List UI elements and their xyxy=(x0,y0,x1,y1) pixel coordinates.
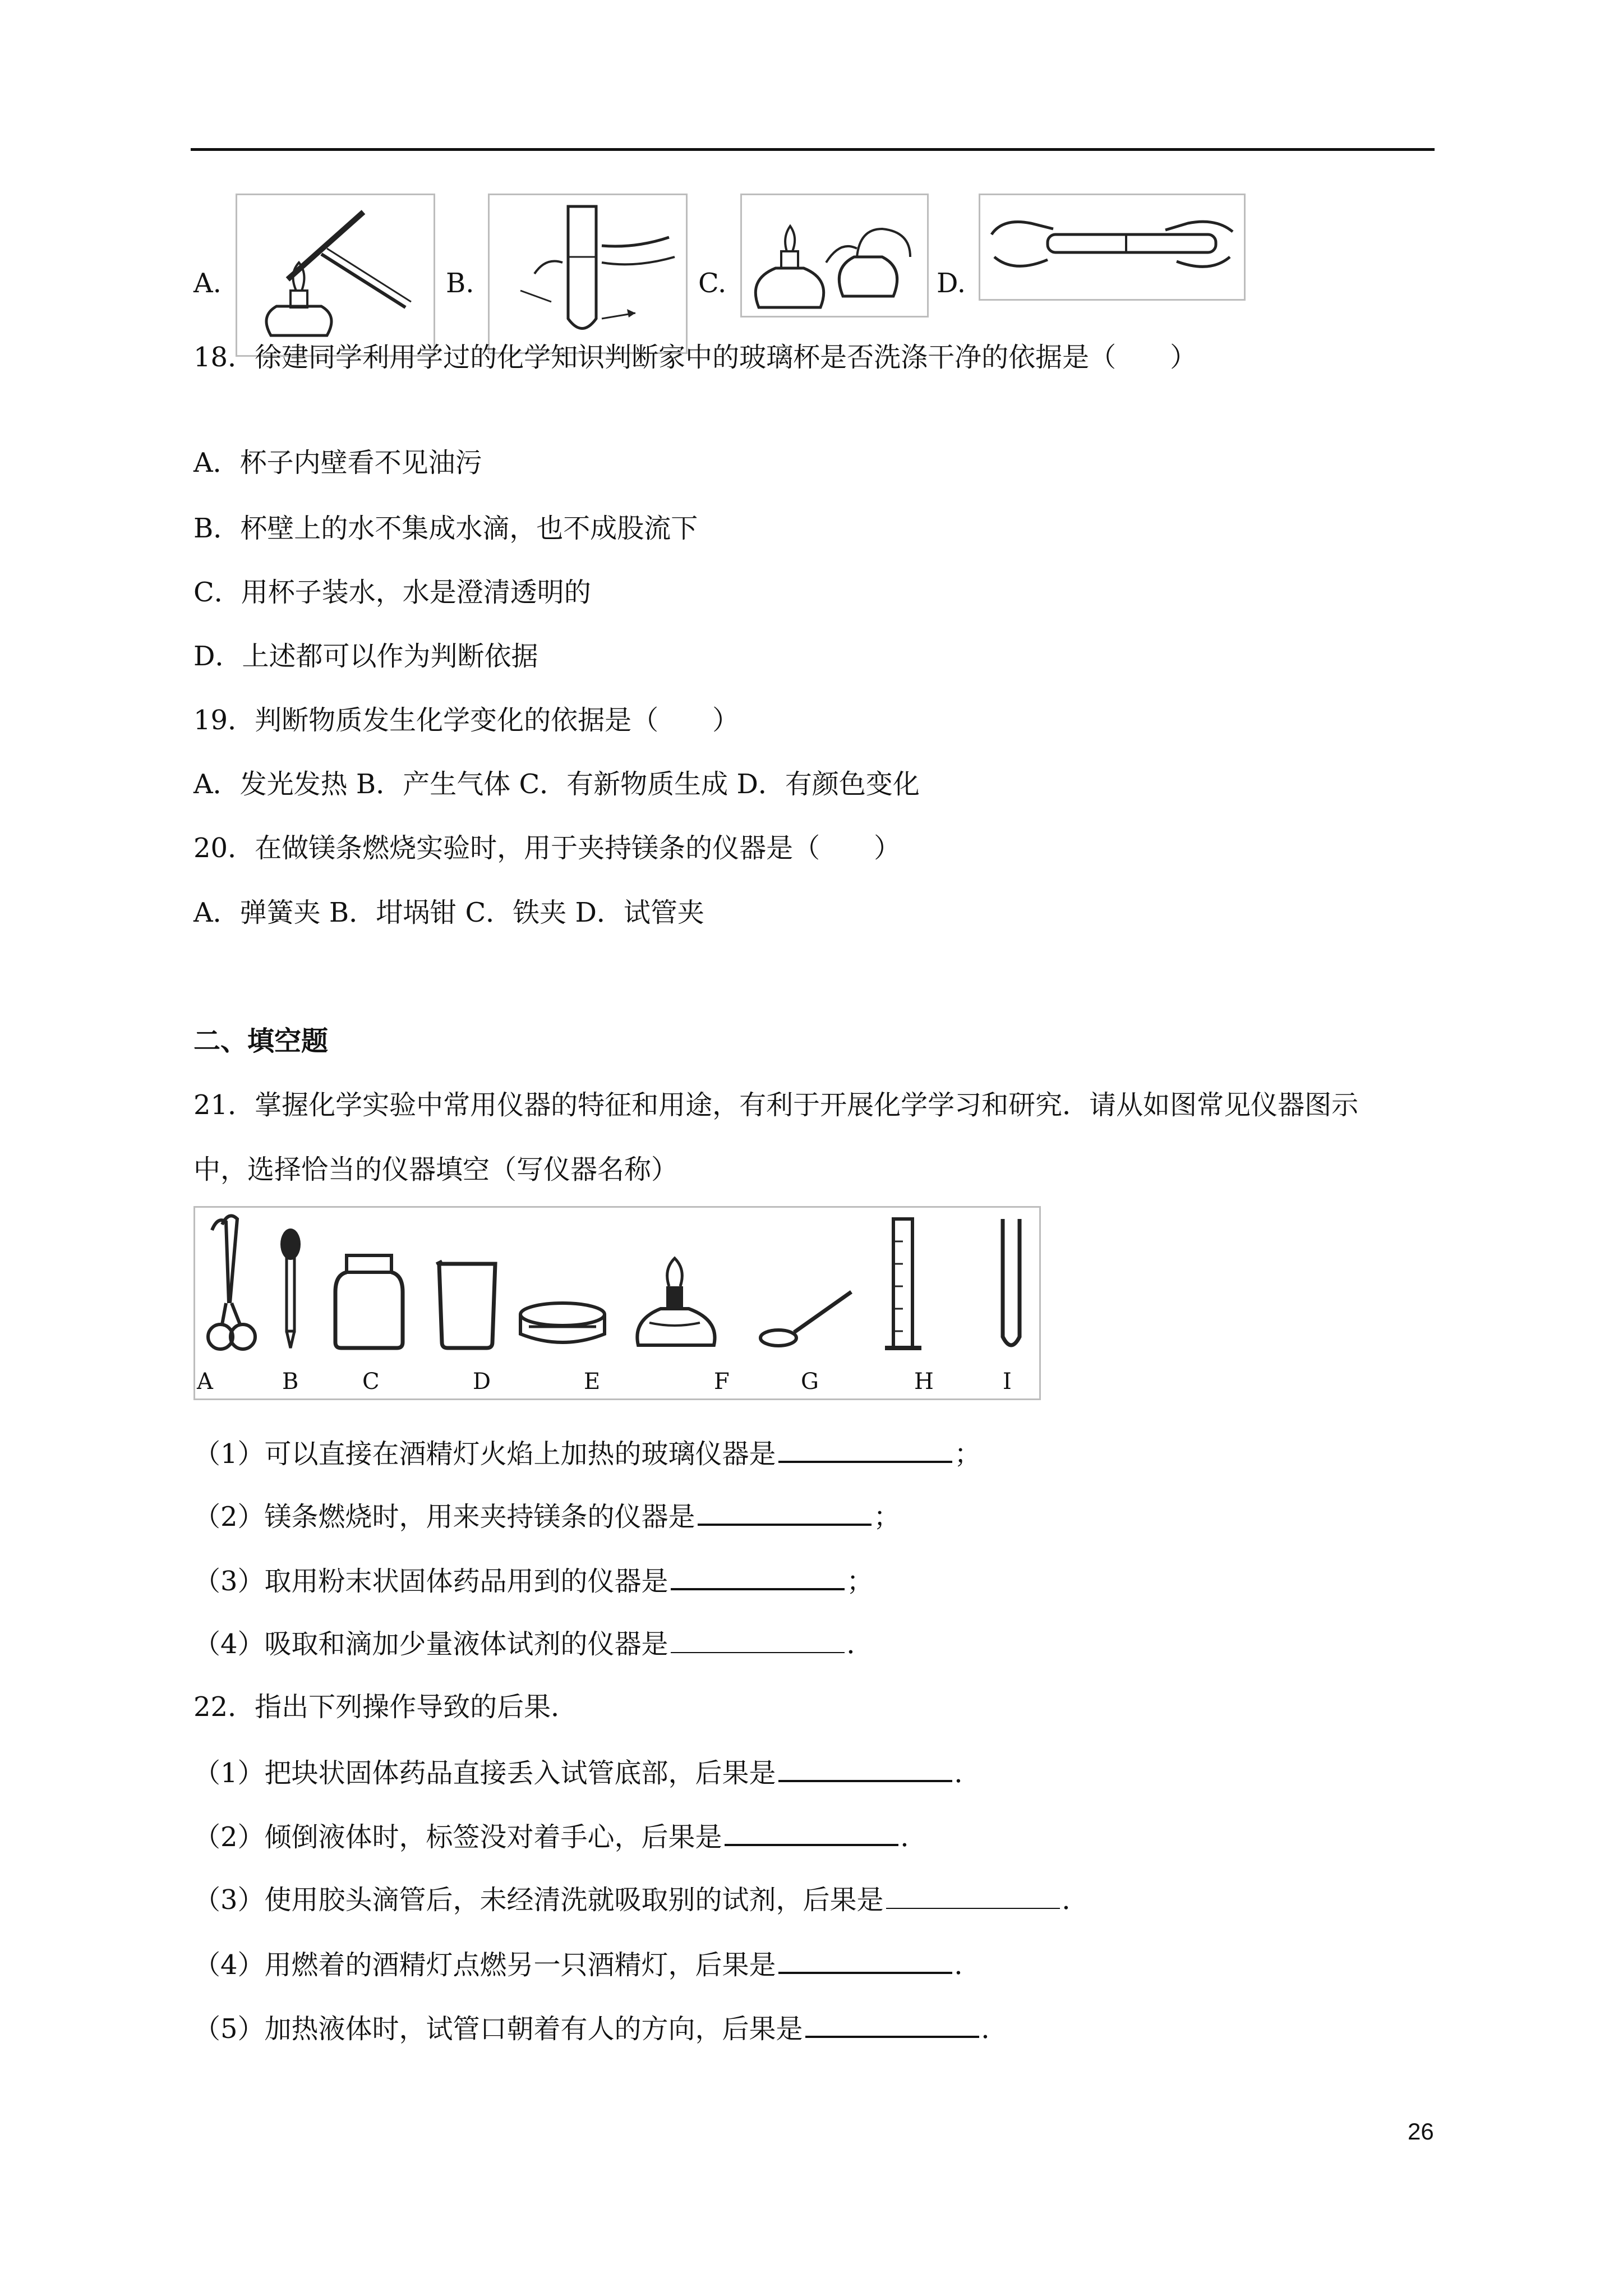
q19-stem: 19．判断物质发生化学变化的依据是（ ） xyxy=(193,705,740,736)
test-tube-shaking-icon xyxy=(490,195,686,352)
option-a-label: A. xyxy=(193,268,222,299)
answer-blank[interactable] xyxy=(778,1435,952,1463)
q18-option-a: A．杯子内壁看不见油污 xyxy=(193,447,482,478)
alcohol-lamp-lighting-icon xyxy=(742,195,927,316)
dropper-icon xyxy=(280,1228,301,1348)
option-b-figure xyxy=(488,194,688,354)
crucible-tongs-icon xyxy=(208,1216,255,1349)
test-tube-heating-icon xyxy=(237,195,434,355)
instrument-figure xyxy=(193,1206,1041,1400)
q21-part-2-end: ； xyxy=(873,1501,901,1533)
q21-part-4-end: ． xyxy=(846,1628,874,1660)
q21-part-3-end: ； xyxy=(846,1566,874,1597)
q18-option-d: D．上述都可以作为判断依据 xyxy=(193,641,538,672)
q21-stem-line1: 21．掌握化学实验中常用仪器的特征和用途，有利于开展化学学习和研究．请从如图常见仪器图示 xyxy=(193,1089,1359,1121)
answer-blank[interactable] xyxy=(778,1946,952,1974)
medicine-spoon-icon xyxy=(760,1292,851,1346)
q22-part-1-end: ． xyxy=(954,1757,981,1789)
q22-part-3-end: ． xyxy=(1062,1884,1089,1916)
q21-part-1-text: （1）可以直接在酒精灯火焰上加热的玻璃仪器是 xyxy=(193,1438,776,1470)
q18-stem: 18．徐建同学利用学过的化学知识判断家中的玻璃杯是否洗涤干净的依据是（ ） xyxy=(193,342,1197,373)
q22-part-4-end: ． xyxy=(954,1949,981,1981)
option-c-figure xyxy=(740,194,929,318)
tube-connecting-icon xyxy=(980,195,1244,299)
q22-part-1 xyxy=(193,1754,981,1790)
graduated-cylinder-icon xyxy=(885,1219,921,1348)
q21-part-4 xyxy=(193,1626,874,1661)
q22-part-3-text: （3）使用胶头滴管后，未经清洗就吸取别的试剂，后果是 xyxy=(193,1884,884,1916)
q21-part-1 xyxy=(193,1435,981,1471)
q21-part-1-end: ； xyxy=(954,1438,981,1470)
option-c-label: C. xyxy=(698,268,727,299)
section-title: 二、填空题 xyxy=(193,1025,329,1057)
q22-part-3 xyxy=(193,1882,1089,1917)
option-d-figure xyxy=(979,194,1246,301)
q22-part-4-text: （4）用燃着的酒精灯点燃另一只酒精灯，后果是 xyxy=(193,1949,776,1981)
instrument-label-g: G xyxy=(801,1369,819,1395)
q22-stem: 22．指出下列操作导致的后果． xyxy=(193,1691,578,1723)
instrument-label-c: C xyxy=(362,1369,380,1395)
instrument-label-a: A xyxy=(197,1369,213,1395)
evaporating-dish-icon xyxy=(520,1303,605,1342)
answer-blank[interactable] xyxy=(886,1882,1060,1909)
answer-blank[interactable] xyxy=(725,1818,898,1846)
q18-option-b: B．杯壁上的水不集成水滴，也不成股流下 xyxy=(193,513,698,544)
q22-part-1-text: （1）把块状固体药品直接丢入试管底部，后果是 xyxy=(193,1757,776,1789)
q21-part-3 xyxy=(193,1562,874,1598)
instrument-label-f: F xyxy=(714,1369,730,1395)
header-rule xyxy=(191,148,1435,151)
answer-blank[interactable] xyxy=(671,1626,845,1653)
q22-part-5 xyxy=(193,2010,1008,2046)
option-d-label: D. xyxy=(937,268,966,299)
q20-stem: 20．在做镁条燃烧实验时，用于夹持镁条的仪器是（ ） xyxy=(193,832,901,864)
instrument-label-i: I xyxy=(1003,1369,1012,1395)
q18-option-c: C．用杯子装水，水是澄清透明的 xyxy=(193,577,591,608)
q21-part-2 xyxy=(193,1498,901,1534)
q21-part-4-text: （4）吸取和滴加少量液体试剂的仪器是 xyxy=(193,1628,668,1660)
q21-stem-line2: 中，选择恰当的仪器填空（写仪器名称） xyxy=(193,1154,679,1185)
answer-blank[interactable] xyxy=(698,1498,872,1526)
answer-blank[interactable] xyxy=(805,2010,979,2038)
instrument-label-e: E xyxy=(584,1369,601,1395)
alcohol-lamp-icon xyxy=(637,1258,714,1345)
instrument-label-d: D xyxy=(473,1369,491,1395)
q22-part-2 xyxy=(193,1818,928,1854)
q22-part-2-end: ． xyxy=(900,1821,928,1853)
answer-blank[interactable] xyxy=(778,1754,952,1782)
answer-blank[interactable] xyxy=(671,1562,845,1590)
q19-options: A．发光发热 B．产生气体 C．有新物质生成 D．有颜色变化 xyxy=(193,769,920,800)
instrument-label-h: H xyxy=(914,1369,934,1395)
q22-part-5-text: （5）加热液体时，试管口朝着有人的方向，后果是 xyxy=(193,2013,803,2045)
q21-part-3-text: （3）取用粉末状固体药品用到的仪器是 xyxy=(193,1566,668,1597)
wide-mouth-bottle-icon xyxy=(335,1255,403,1348)
q22-part-2-text: （2）倾倒液体时，标签没对着手心，后果是 xyxy=(193,1821,722,1853)
q22-part-4 xyxy=(193,1946,981,1982)
option-b-label: B. xyxy=(446,268,474,299)
q20-options: A．弹簧夹 B．坩埚钳 C．铁夹 D．试管夹 xyxy=(193,897,704,928)
q21-part-2-text: （2）镁条燃烧时，用来夹持镁条的仪器是 xyxy=(193,1501,695,1533)
test-tube-icon xyxy=(1003,1219,1020,1345)
q22-part-5-end: ． xyxy=(981,2013,1008,2045)
instrument-label-b: B xyxy=(282,1369,299,1395)
beaker-icon xyxy=(436,1261,495,1348)
instruments-drawing xyxy=(195,1208,1039,1365)
page-number: 26 xyxy=(1408,2118,1434,2145)
option-a-figure xyxy=(236,194,435,357)
